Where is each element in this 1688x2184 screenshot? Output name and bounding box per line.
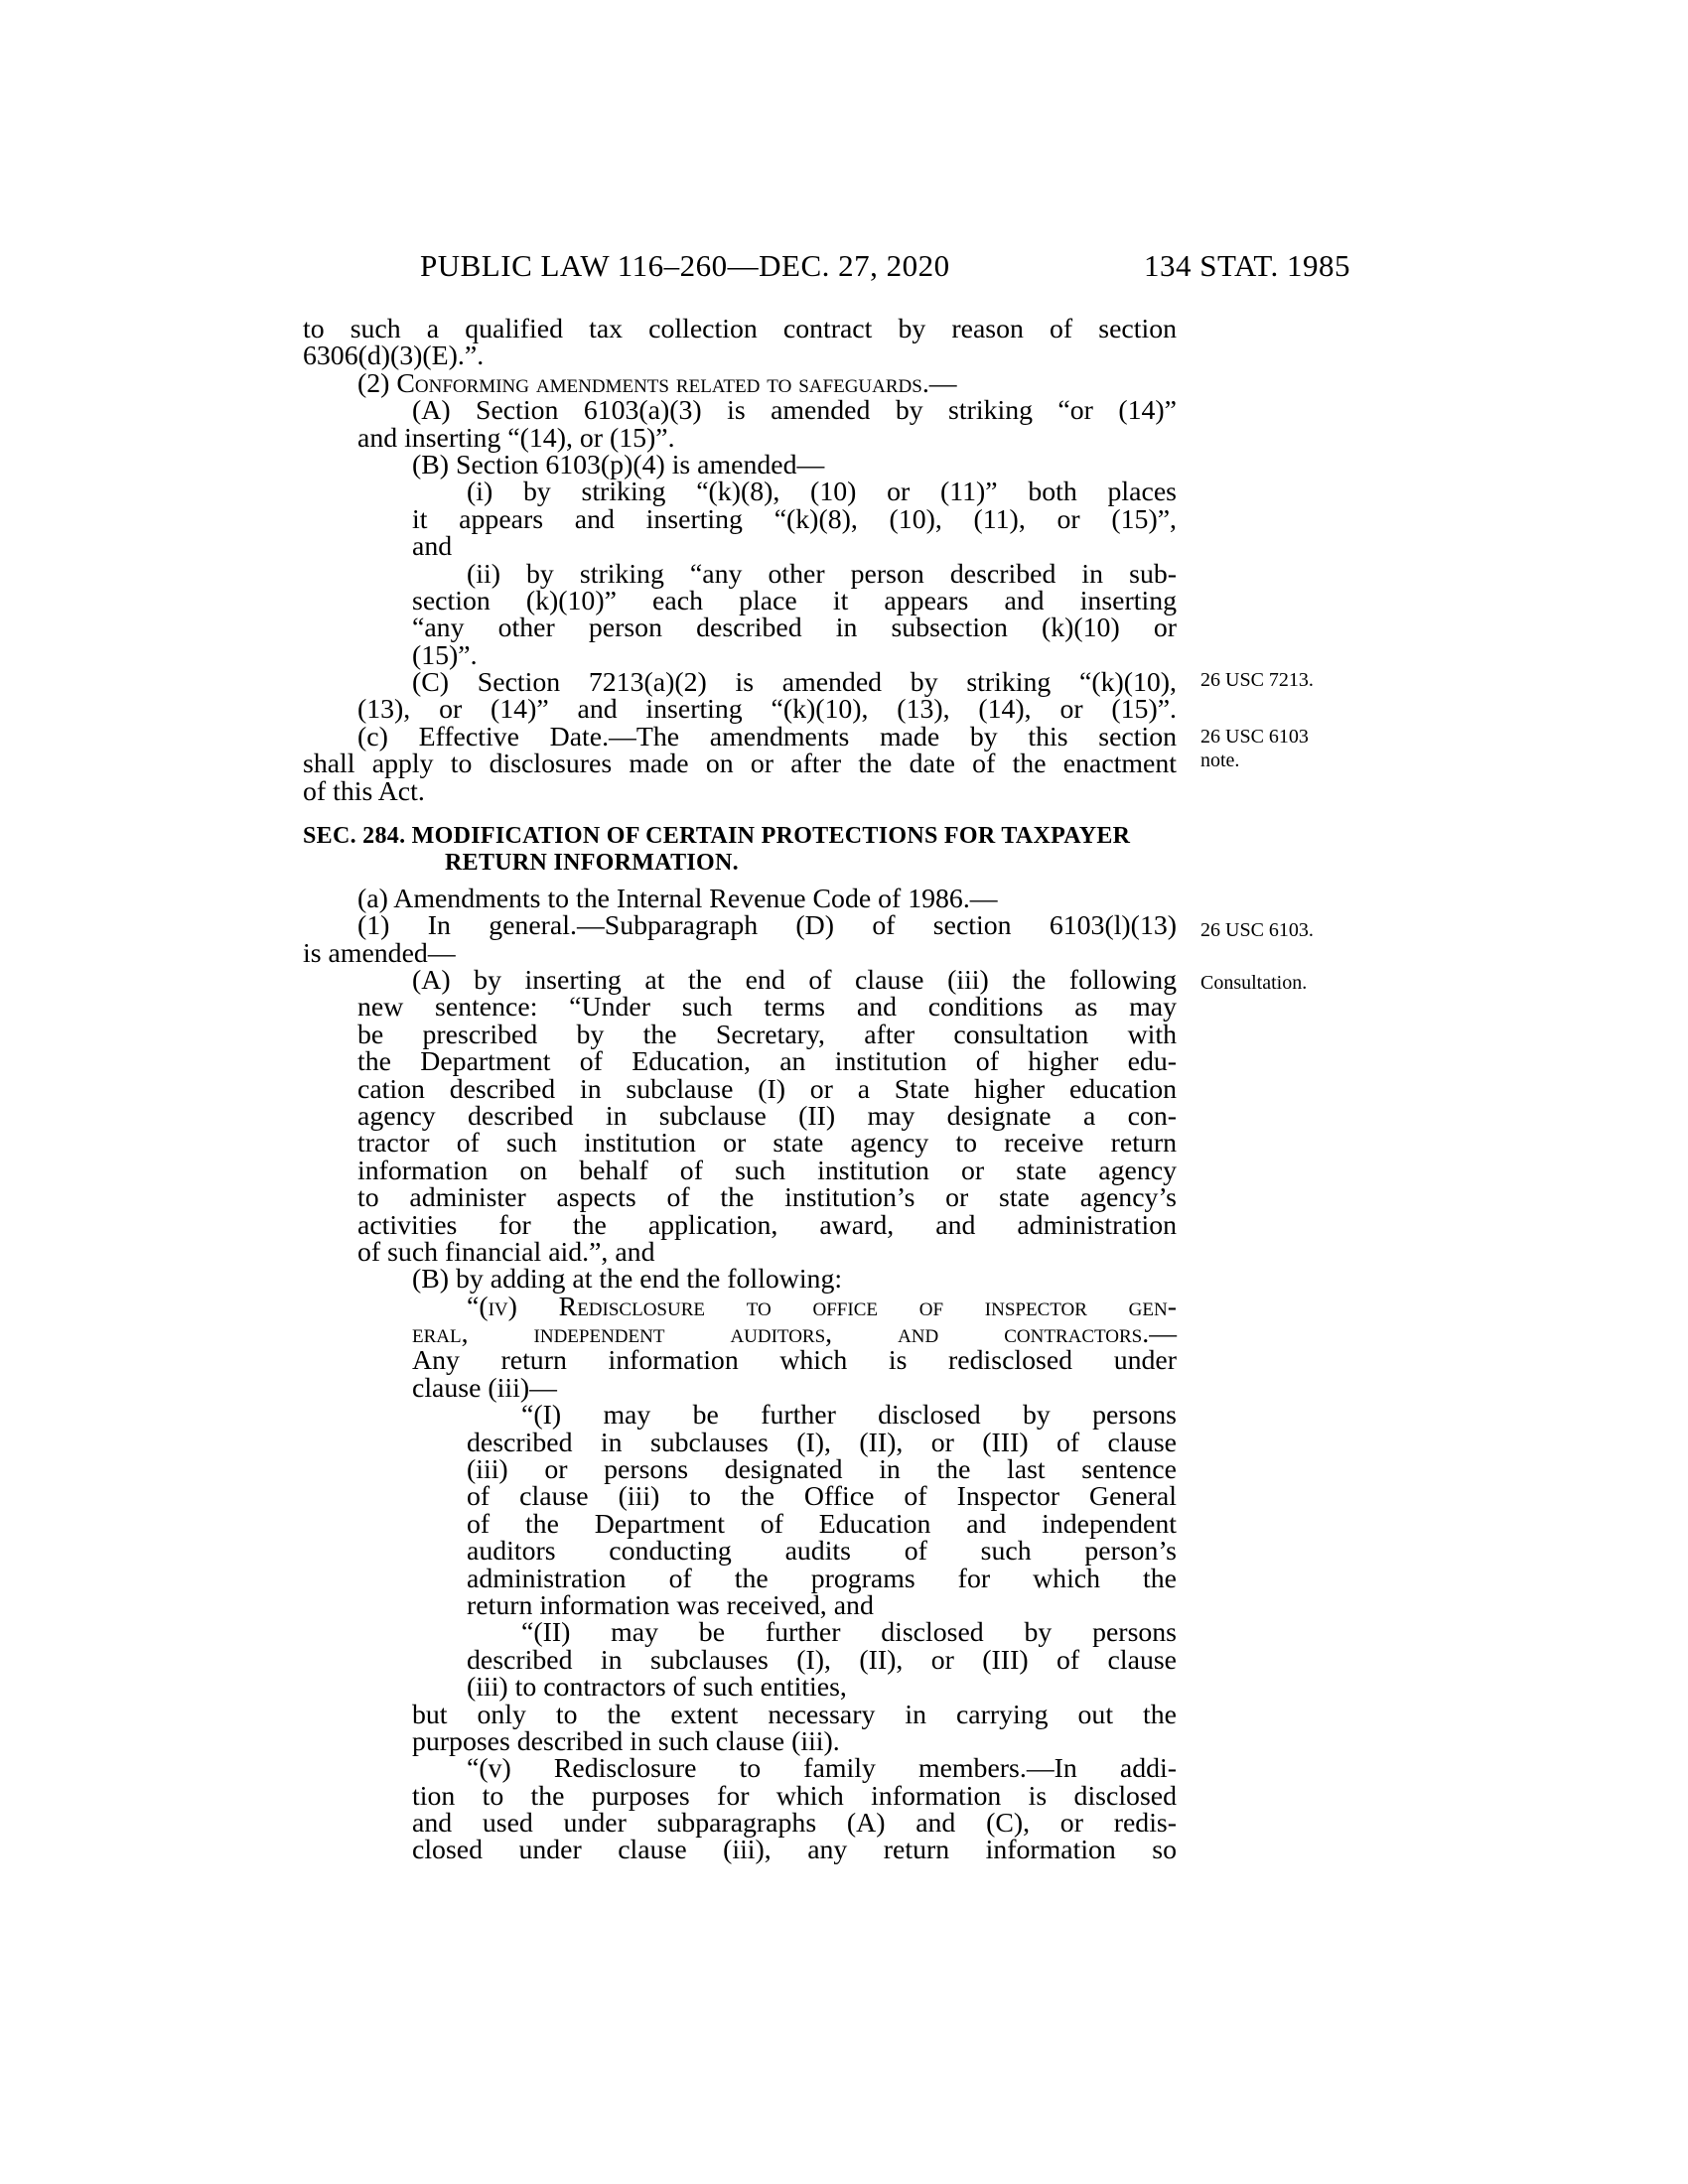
section-gap [303, 805, 1177, 823]
text-line: “(II) may be further disclosed by persons [521, 1617, 1177, 1649]
text-line: (iii) or persons designated in the last sentence [467, 1454, 1177, 1486]
running-head-page-number: 134 STAT. 1985 [1144, 248, 1351, 283]
text-line: (B) Section 6103(p)(4) is amended— [412, 449, 825, 480]
text-line: auditors conducting audits of such person’s [467, 1536, 1177, 1568]
text-block-safeguards [303, 316, 1177, 805]
text-line: “(v) Redisclosure to family members.—In addi- [467, 1753, 1177, 1785]
text-line: it appears and inserting “(k)(8), (10), (11), or (15)”, [412, 503, 1177, 535]
text-line: (C) Section 7213(a)(2) is amended by striking “(k)(10), [412, 667, 1177, 699]
margin-note-26-usc-6103-note: 26 USC 6103 [1200, 726, 1309, 748]
margin-note-26-usc-6103: 26 USC 6103. [1200, 919, 1314, 941]
text-line: described in subclauses (I), (II), or (III) of clause [467, 1427, 1177, 1458]
text-line: (13), or (14)” and inserting “(k)(10), (13), (14), or (15)”. [357, 694, 1177, 726]
text-line: of the Department of Education and independent [467, 1508, 1177, 1540]
text-line: (1) In general.—Subparagraph (D) of section 6103(l)(13) [357, 910, 1177, 942]
text-line: tion to the purposes for which information is disclosed [412, 1780, 1177, 1812]
text-line: (15)”. [412, 639, 478, 671]
text-line: closed under clause (iii), any return information so [412, 1835, 1177, 1866]
text-line: clause (iii)— [412, 1372, 557, 1404]
text-line: cation described in subclause (I) or a State higher education [357, 1073, 1177, 1105]
statute-body [303, 316, 1177, 1864]
text-line: administration of the programs for which the [467, 1563, 1177, 1594]
text-line: and used under subparagraphs (A) and (C), or redis- [412, 1808, 1177, 1840]
margin-note-26-usc-7213: 26 USC 7213. [1200, 669, 1314, 691]
text-line: information on behalf of such institution or state agency [357, 1155, 1177, 1186]
text-line: eral, independent auditors, and contractors.— [412, 1318, 1177, 1350]
text-line: “any other person described in subsection (k)(10) or [412, 613, 1177, 644]
text-line: of such financial aid.”, and [357, 1236, 655, 1268]
text-line: is amended— [303, 937, 456, 969]
text-line: (a) Amendments to the Internal Revenue Code of 1986.— [357, 883, 998, 914]
text-line: purposes described in such clause (iii). [412, 1725, 840, 1757]
text-line: (B) by adding at the end the following: [412, 1264, 843, 1296]
text-line: (iii) to contractors of such entities, [467, 1672, 847, 1704]
section-heading-line-2: RETURN INFORMATION. [445, 850, 739, 877]
text-line: and inserting “(14), or (15)”. [357, 422, 675, 454]
text-line: 6306(d)(3)(E).”. [303, 341, 485, 372]
text-line: Any return information which is redisclosed under [412, 1345, 1177, 1377]
text-line: to such a qualified tax collection contract by reason of section [303, 314, 1177, 344]
text-line: be prescribed by the Secretary, after consultation with [357, 1019, 1177, 1050]
text-line: new sentence: “Under such terms and conditions as may [357, 992, 1177, 1024]
text-line: described in subclauses (I), (II), or (III) of clause [467, 1644, 1177, 1676]
text-line: and [412, 531, 453, 563]
text-line: (2) Conforming amendments related to safeguards.— [357, 367, 957, 399]
text-line: to administer aspects of the institution’s or state agency’s [357, 1182, 1177, 1214]
section-heading [303, 823, 1177, 878]
text-line: “(I) may be further disclosed by persons [521, 1400, 1177, 1432]
text-line: activities for the application, award, and administration [357, 1209, 1177, 1241]
text-line: section (k)(10)” each place it appears and inserting [412, 585, 1177, 616]
margin-note-consultation: Consultation. [1200, 972, 1308, 994]
text-line: (A) Section 6103(a)(3) is amended by striking “or (14)” [412, 395, 1177, 427]
text-line: (ii) by striking “any other person described in sub- [467, 558, 1177, 590]
text-line: but only to the extent necessary in carrying out the [412, 1699, 1177, 1730]
running-head-title: PUBLIC LAW 116–260—DEC. 27, 2020 [420, 248, 950, 283]
text-line: “(iv) Redisclosure to office of inspector gen- [467, 1291, 1177, 1322]
margin-note-26-usc-6103-note-suffix: note. [1200, 750, 1240, 771]
text-line: of clause (iii) to the Office of Inspector General [467, 1481, 1177, 1513]
text-line: the Department of Education, an institution of higher edu- [357, 1046, 1177, 1078]
text-line: shall apply to disclosures made on or after the date of the enactment [303, 749, 1177, 780]
section-heading-line-1: SEC. 284. MODIFICATION OF CERTAIN PROTECTIONS FOR TAXPAYER [303, 823, 1131, 850]
text-block-sec-284 [303, 883, 1177, 1866]
text-line: (i) by striking “(k)(8), (10) or (11)” both places [467, 477, 1177, 508]
text-line: tractor of such institution or state agency to receive return [357, 1128, 1177, 1160]
text-line: (A) by inserting at the end of clause (iii) the following [412, 964, 1177, 996]
text-line: of this Act. [303, 775, 425, 807]
text-line: agency described in subclause (II) may designate a con- [357, 1100, 1177, 1132]
text-line: (c) Effective Date.—The amendments made by this section [357, 721, 1177, 752]
text-line: return information was received, and [467, 1589, 874, 1621]
